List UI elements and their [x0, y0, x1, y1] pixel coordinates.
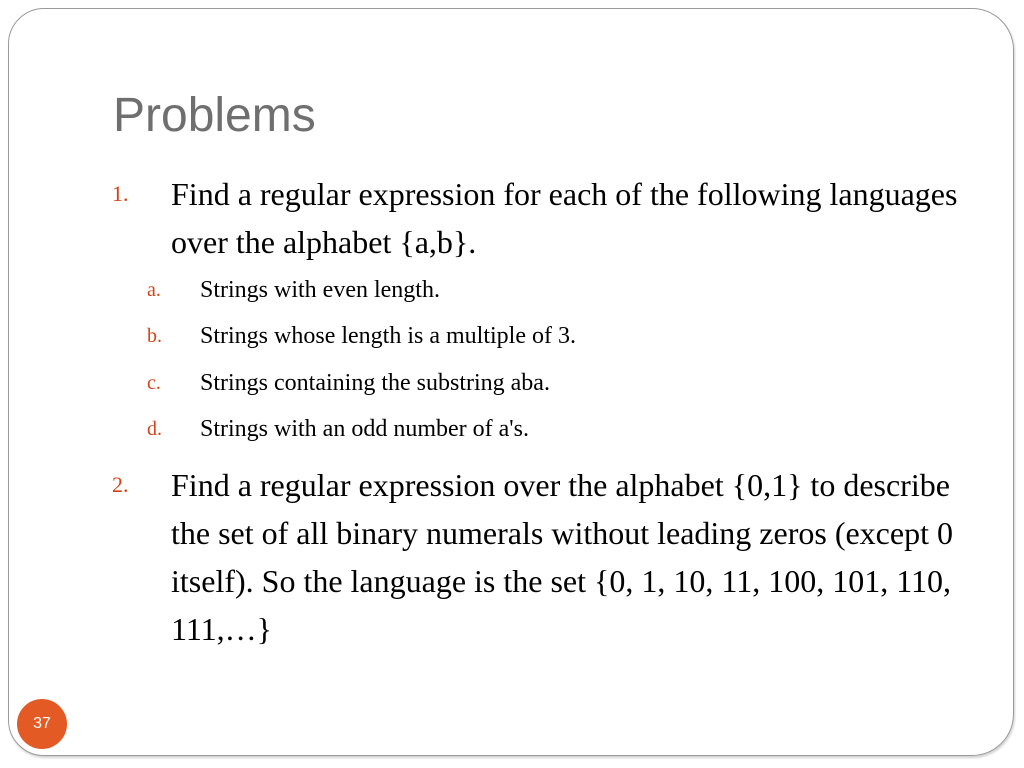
subitem-d-letter: d.	[147, 418, 162, 440]
subitem-c-letter: c.	[147, 372, 161, 394]
problem-2-number: 2.	[112, 472, 129, 497]
subitem-a-letter: a.	[147, 279, 161, 301]
problem-1-text: Find a regular expression for each of the following languages over the alphabet {a,b}.	[171, 176, 958, 260]
problem-2-text: Find a regular expression over the alphabet {0,1} to describe the set of all binary numerals without leading zeros (except 0 itself). So the language is the set {0, 1, 10, 11, 100, 101, 110, 111,…}	[171, 467, 953, 647]
subitem-b-letter: b.	[147, 325, 162, 347]
subitem-c-text: Strings containing the substring aba.	[200, 370, 550, 396]
subitem-b-text: Strings whose length is a multiple of 3.	[200, 323, 576, 349]
slide-title: Problems	[113, 89, 316, 142]
subitem-a-text: Strings with even length.	[200, 277, 440, 303]
page-number-badge: 37	[17, 699, 67, 749]
problem-1-number: 1.	[112, 181, 129, 206]
subitem-d-text: Strings with an odd number of a's.	[200, 416, 529, 442]
